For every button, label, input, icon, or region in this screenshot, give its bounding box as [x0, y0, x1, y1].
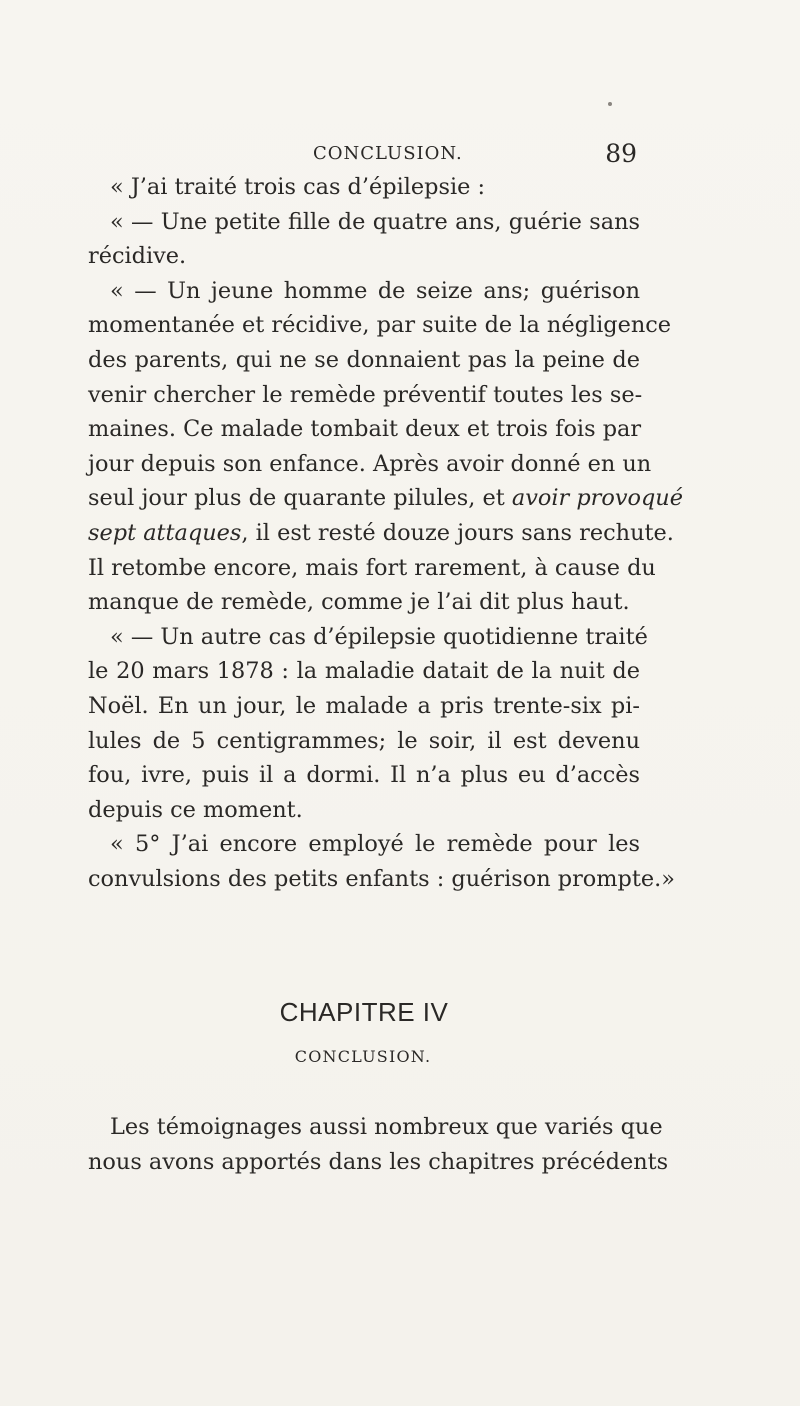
text-line: convulsions des petits enfants : guérison prompte.»	[88, 865, 675, 892]
text-line: « J’ai traité trois cas d’épilepsie :	[110, 174, 486, 200]
body-text	[88, 170, 683, 896]
text-line: « — Une petite fille de quatre ans, guérie sans	[110, 208, 640, 235]
text-line-with-italic	[88, 516, 674, 551]
text-line: Il retombe encore, mais fort rarement, à cause du	[88, 554, 656, 581]
text-line: nous avons apportés dans les chapitres précédents	[88, 1148, 669, 1175]
text-line: maines. Ce malade tombait deux et trois fois par	[88, 416, 642, 443]
text-line: Noël. En un jour, le malade a pris trente-six pi-	[88, 692, 640, 719]
paper-speck	[608, 102, 612, 106]
text-line: le 20 mars 1878 : la maladie datait de la nuit de	[88, 658, 640, 685]
chapter-subtitle: CONCLUSION.	[294, 1047, 432, 1066]
text-run: seul jour plus de quarante pilules, et	[88, 485, 512, 512]
italic-run: avoir provoqué	[511, 485, 683, 512]
text-line: depuis ce moment.	[88, 796, 303, 823]
text-line: Les témoignages aussi nombreux que variés que	[110, 1114, 663, 1140]
running-head	[95, 139, 637, 173]
closing-paragraph	[88, 1110, 669, 1179]
text-run: , il est resté douze jours sans rechute.	[241, 519, 674, 546]
text-line: lules de 5 centigrammes; le soir, il est devenu	[88, 727, 640, 754]
text-line: jour depuis son enfance. Après avoir donné en un	[88, 450, 652, 477]
running-title: CONCLUSION.	[313, 143, 463, 164]
text-line: des parents, qui ne se donnaient pas la peine de	[88, 346, 640, 373]
text-line: récidive.	[88, 243, 187, 270]
text-line: « — Un autre cas d’épilepsie quotidienne traité	[110, 623, 648, 650]
text-line: manque de remède, comme je l’ai dit plus haut.	[88, 589, 630, 616]
text-line: venir chercher le remède préventif toutes les se-	[88, 381, 643, 408]
text-line: fou, ivre, puis il a dormi. Il n’a plus eu d’accès	[88, 762, 640, 789]
text-line: « 5° J’ai encore employé le remède pour les	[110, 831, 640, 858]
italic-run: sept attaques	[88, 519, 242, 546]
page-number: 89	[605, 139, 637, 168]
text-line: « — Un jeune homme de seize ans; guérison	[110, 277, 640, 304]
text-line-with-italic	[88, 481, 683, 516]
chapter-title: CHAPITRE IV	[279, 997, 449, 1027]
text-line: momentanée et récidive, par suite de la négligence	[88, 312, 672, 339]
